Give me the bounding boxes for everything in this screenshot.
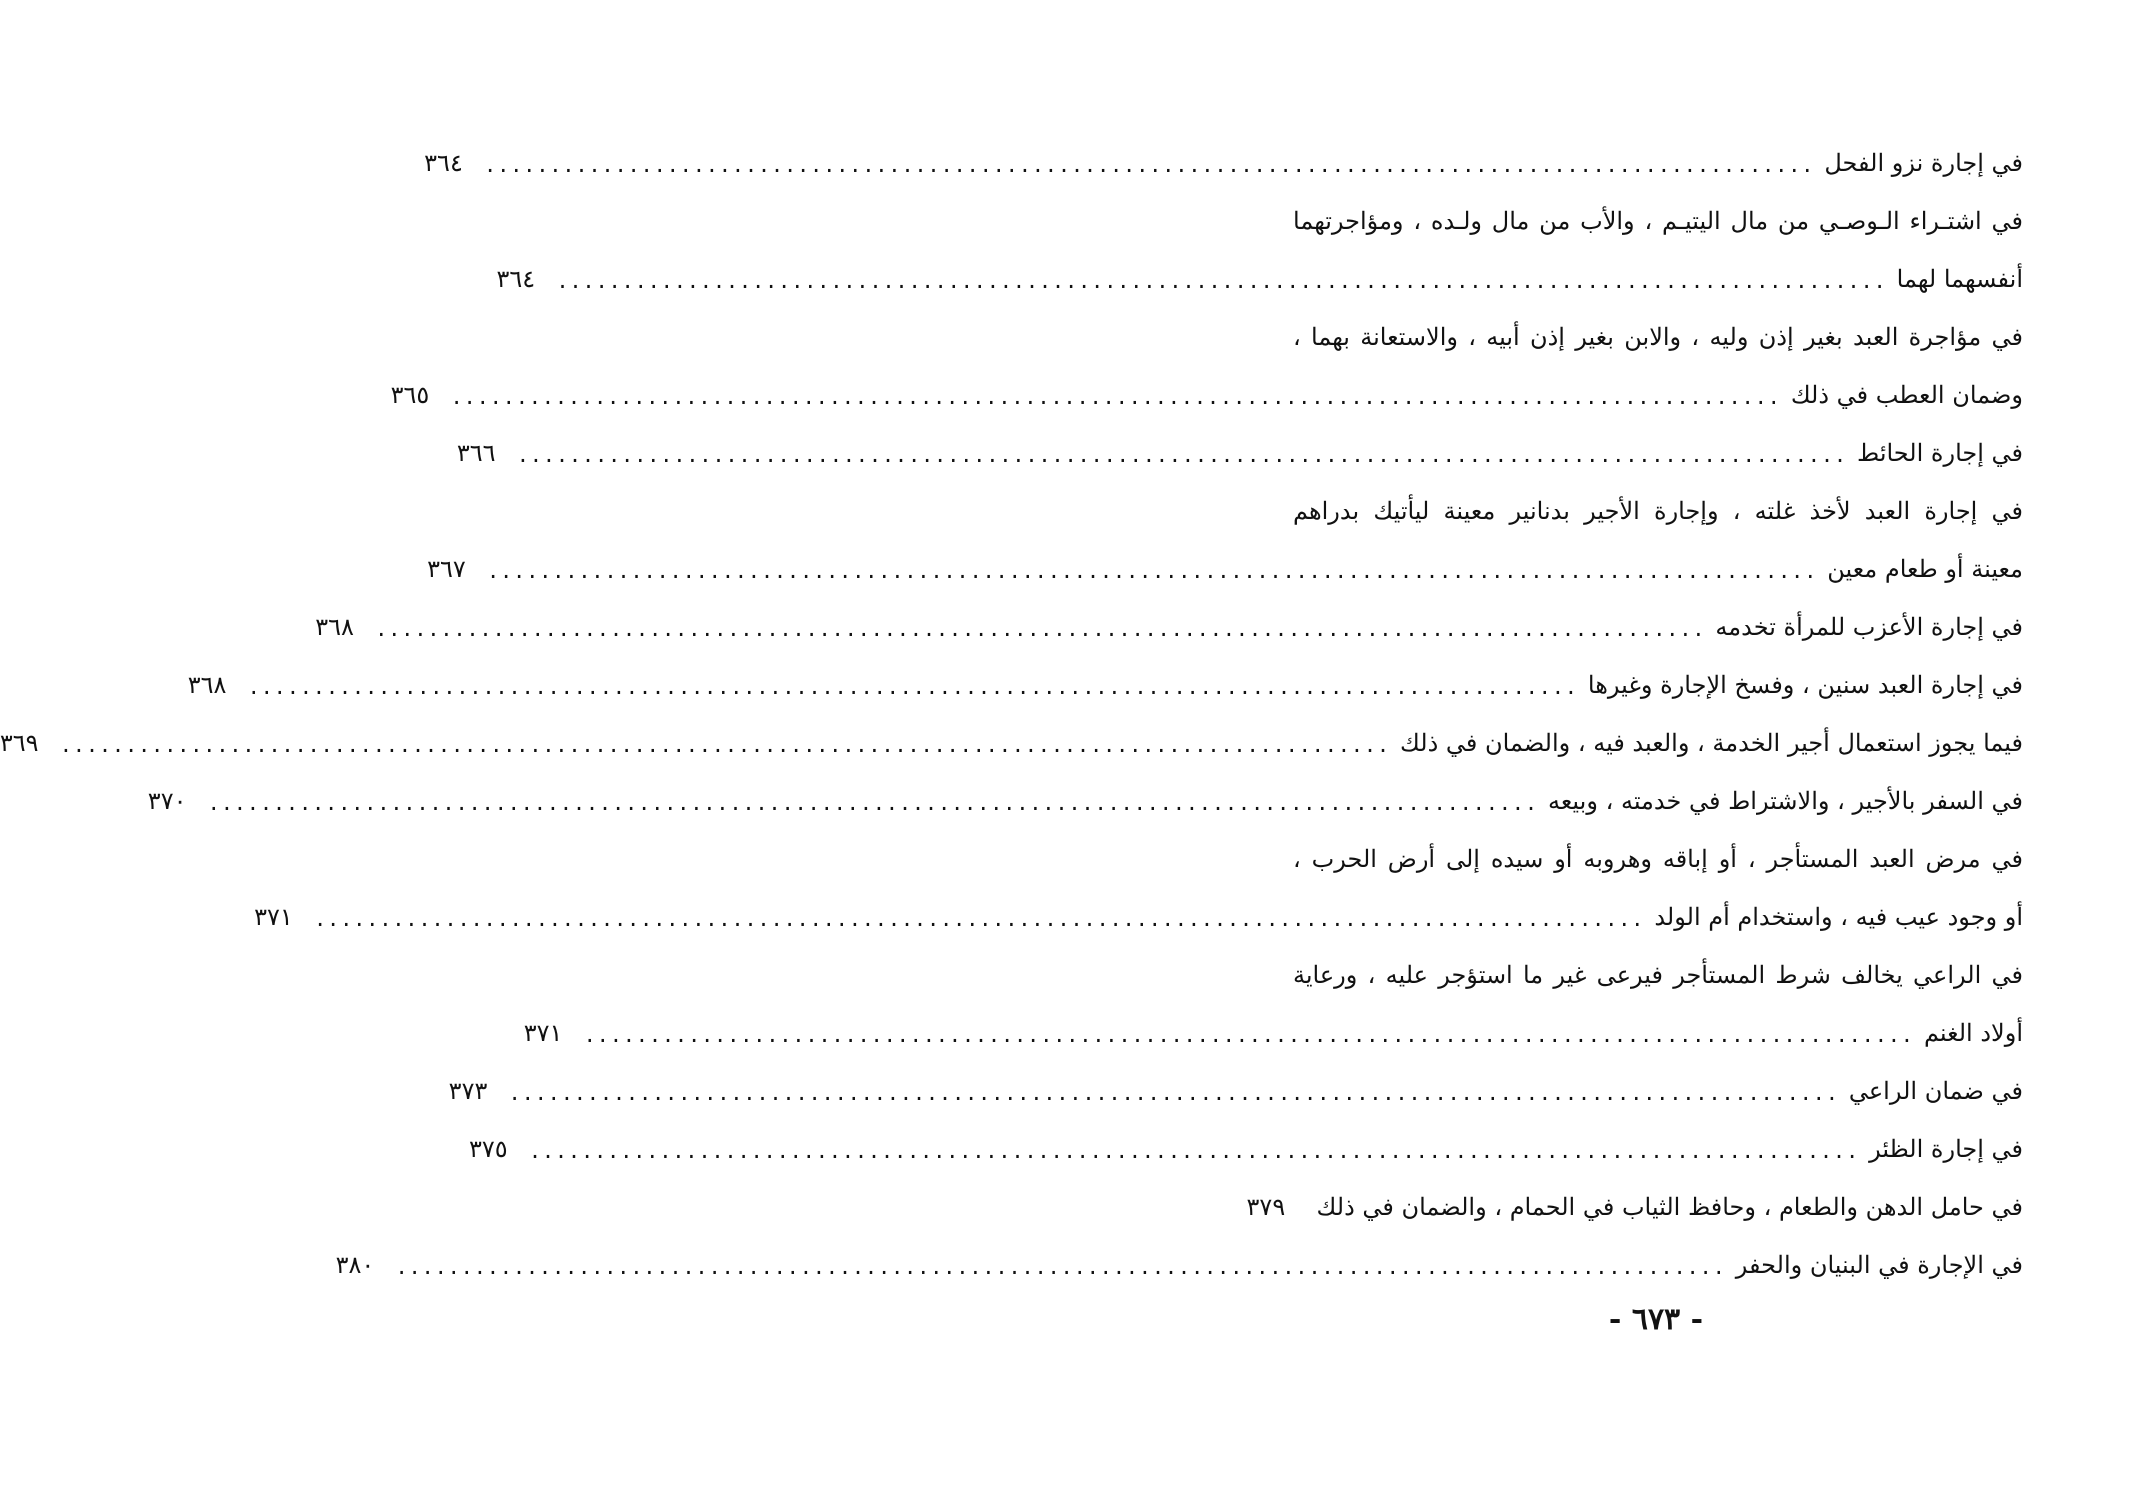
page-number: - ٦٧٣ -	[1608, 1302, 1704, 1337]
toc-entry-page: ٣٦٦	[456, 439, 496, 467]
toc-entry-title: في السفر بالأجير ، والاشتراط في خدمته ، وبيعه	[1547, 787, 2023, 815]
toc-entry-title: في الراعي يخالف شرط المستأجر فيرعى غير ما استؤجر عليه ، ورعاية	[1293, 961, 2023, 989]
leader-dots: ......................................................................................................	[516, 443, 1848, 467]
leader-dots: ......................................................................................................	[508, 1081, 1839, 1105]
toc-entry-title: فيما يجوز استعمال أجير الخدمة ، والعبد فيه ، والضمان في ذلك	[1400, 729, 2023, 757]
toc-entry-page: ٣٧٣	[448, 1077, 488, 1105]
leader-dots: ......................................................................................................	[487, 559, 1818, 583]
toc-entry	[335, 1236, 2023, 1294]
toc-entry-title: في اشتـراء الـوصـي من مال اليتيـم ، والأب من مال ولـده ، ومؤاجرتهما	[1293, 207, 2023, 235]
toc-entry	[424, 134, 2023, 192]
toc-entry-page: ٣٦٥	[390, 381, 430, 409]
toc-entry-title: وضمان العطب في ذلك	[1790, 381, 2023, 409]
toc-entry-page: ٣٧٠	[147, 787, 187, 815]
toc-entry-title: في مرض العبد المستأجر ، أو إباقه وهروبه أو سيده إلى أرض الحرب ،	[1293, 845, 2023, 873]
leader-dots: ......................................................................................................	[528, 1139, 1860, 1163]
toc-entry-title: في إجارة العبد سنين ، وفسخ الإجارة وغيرها	[1587, 671, 2023, 699]
toc-entry	[315, 598, 2023, 656]
toc-entry-title: في إجارة الظئر	[1869, 1135, 2023, 1163]
toc-entry	[1293, 830, 2023, 888]
leader-dots: ......................................................................................................	[395, 1255, 1726, 1279]
leader-dots: ......................................................................................................	[207, 791, 1538, 815]
leader-dots: ......................................................................................................	[556, 269, 1887, 293]
toc-entry-title: في إجارة الأعزب للمرأة تخدمه	[1715, 613, 2023, 641]
toc-entry-title: أنفسهما لهما	[1896, 265, 2023, 293]
toc-entry	[1293, 192, 2023, 250]
leader-dots: ......................................................................................................	[375, 617, 1706, 641]
toc-entry-page: ٣٦٧	[427, 555, 466, 583]
toc-entry	[254, 888, 2023, 946]
toc-entry	[1293, 308, 2023, 366]
toc-entry	[1246, 1178, 2023, 1236]
toc-entry-page: ٣٦٤	[424, 149, 463, 177]
toc-entry-title: معينة أو طعام معين	[1827, 555, 2023, 583]
toc-entry-page: ٣٧١	[254, 903, 293, 931]
leader-dots: ......................................................................................................	[59, 733, 1391, 757]
toc-entry-page: ٣٨٠	[335, 1251, 375, 1279]
toc-entry	[468, 1120, 2023, 1178]
toc-entry-title: في ضمان الراعي	[1848, 1077, 2023, 1105]
toc-entry-title: أو وجود عيب فيه ، واستخدام أم الولد	[1654, 903, 2023, 931]
table-of-contents	[0, 134, 2024, 1294]
toc-entry-title: أولاد الغنم	[1923, 1019, 2023, 1047]
leader-dots: ......................................................................................................	[450, 385, 1781, 409]
toc-entry-title: في إجارة نزو الفحل	[1824, 149, 2023, 177]
toc-entry-title: في حامل الدهن والطعام ، وحافظ الثياب في الحمام ، والضمان في ذلك	[1316, 1193, 2023, 1221]
toc-entry	[0, 714, 2023, 772]
toc-entry	[390, 366, 2023, 424]
toc-entry-page: ٣٦٤	[496, 265, 536, 293]
toc-entry-page: ٣٧٥	[468, 1135, 508, 1163]
toc-entry	[496, 250, 2023, 308]
toc-entry-page: ٣٧٩	[1246, 1193, 1286, 1221]
toc-entry	[523, 1004, 2023, 1062]
toc-entry	[1293, 946, 2023, 1004]
toc-entry	[187, 656, 2023, 714]
toc-entry-page: ٣٧١	[523, 1019, 563, 1047]
toc-entry-title: في إجارة الحائط	[1857, 439, 2023, 467]
toc-entry	[427, 540, 2023, 598]
toc-entry-title: في إجارة العبد لأخذ غلته ، وإجارة الأجير بدنانير معينة ليأتيك بدراهم	[1293, 497, 2024, 525]
toc-entry-title: في الإجارة في البنيان والحفر	[1735, 1251, 2023, 1279]
toc-entry-title: في مؤاجرة العبد بغير إذن وليه ، والابن بغير إذن أبيه ، والاستعانة بهما ،	[1293, 323, 2023, 351]
leader-dots: ......................................................................................................	[314, 907, 1645, 931]
toc-entry-page: ٣٦٨	[315, 613, 354, 641]
toc-entry-page: ٣٦٩	[0, 729, 39, 757]
toc-entry	[448, 1062, 2023, 1120]
toc-entry-page: ٣٦٨	[187, 671, 227, 699]
toc-entry	[147, 772, 2023, 830]
leader-dots: ......................................................................................................	[583, 1023, 1914, 1047]
leader-dots: ......................................................................................................	[247, 675, 1578, 699]
toc-entry	[456, 424, 2023, 482]
toc-entry	[1293, 482, 2023, 540]
leader-dots: ......................................................................................................	[484, 153, 1815, 177]
